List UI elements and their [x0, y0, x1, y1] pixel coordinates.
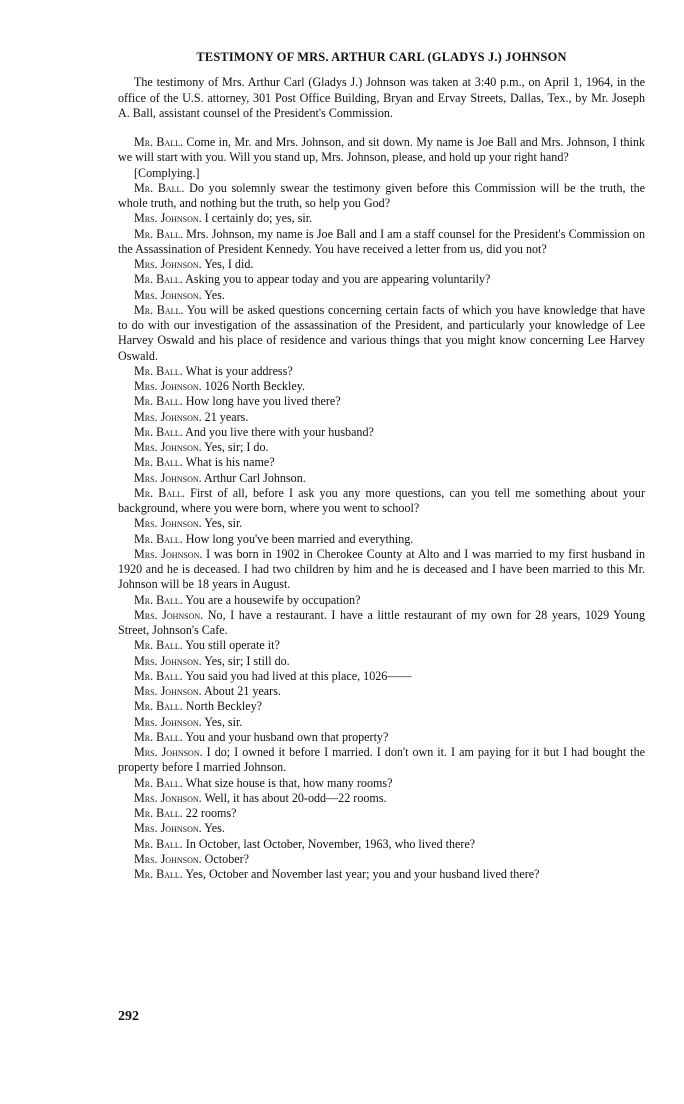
speech-text: No, I have a restaurant. I have a little restaurant of my own for 28 years, 1029 Young Street, Johnson's Cafe. [118, 607, 646, 637]
speech-text: I do; I owned it before I married. I don't own it. I am paying for it but I had bought the property before I married Johnson. [118, 745, 645, 775]
speaker-name: Mrs. Johnson. [134, 287, 202, 302]
testimony-paragraph [118, 669, 645, 684]
speaker-name: Mr. Ball. [134, 729, 183, 744]
testimony-paragraph [118, 425, 645, 440]
speaker-name: Mrs. Johnson. [134, 851, 202, 866]
testimony-paragraph [118, 257, 645, 272]
speech-text: What size house is that, how many rooms? [182, 775, 393, 790]
speaker-name: Mrs. Jonhson. [134, 790, 202, 805]
testimony-paragraph [118, 272, 645, 287]
speech-text: You and your husband own that property? [182, 729, 389, 744]
speaker-name: Mrs. Johnson. [134, 684, 202, 698]
speech-text: I was born in 1902 in Cherokee County at Alto and I was married to my first husband in 1920 and he is deceased. I had two children by him and he is deceased and I have been married to this Mr. Johnson will be 18 years in August. [118, 546, 645, 592]
speaker-name: Mrs. Johnson. [134, 211, 202, 226]
speech-text: Come in, Mr. and Mrs. Johnson, and sit down. My name is Joe Ball and Mrs. Johnson, I think we will start with you. Will you stand up, Mrs. Johnson, please, and hold up your right hand? [118, 135, 645, 165]
testimony-transcript [118, 135, 645, 882]
speaker-name: Mr. Ball. [134, 806, 183, 820]
speaker-name: Mrs. Johnson. [134, 516, 202, 531]
speaker-name: Mrs. Johnson. [134, 546, 203, 561]
testimony-paragraph [118, 837, 645, 852]
speaker-name: Mr. Ball. [134, 180, 185, 195]
speaker-name: Mr. Ball. [134, 394, 183, 409]
speaker-name: Mrs. Johnson. [134, 440, 202, 454]
testimony-paragraph [118, 593, 645, 608]
testimony-paragraph [118, 532, 645, 547]
testimony-paragraph [118, 410, 645, 425]
speech-text: 1026 North Beckley. [201, 379, 305, 393]
testimony-paragraph [118, 455, 645, 470]
speaker-name: Mr. Ball. [134, 485, 185, 500]
testimony-paragraph [118, 745, 645, 776]
testimony-paragraph [118, 608, 645, 639]
speech-text: What is your address? [182, 363, 293, 378]
speaker-name: Mrs. Johnson. [134, 714, 202, 729]
testimony-paragraph [118, 638, 645, 653]
speech-text: Yes. [201, 287, 225, 302]
speech-text: Yes, sir. [201, 516, 243, 531]
speaker-name: Mrs. Johnson. [134, 745, 203, 759]
speaker-name: Mr. Ball. [134, 836, 183, 851]
speech-text: Yes, sir. [201, 714, 243, 729]
testimony-paragraph [118, 166, 645, 181]
speech-text: Yes, sir; I do. [201, 440, 269, 454]
speech-text: [Complying.] [134, 165, 200, 180]
testimony-paragraph [118, 303, 645, 364]
speaker-name: Mr. Ball. [134, 424, 183, 439]
speaker-name: Mrs. Johnson. [134, 379, 202, 393]
speech-text: Asking you to appear today and you are appearing voluntarily? [182, 272, 491, 287]
testimony-paragraph [118, 867, 645, 882]
speech-text: In October, last October, November, 1963, who lived there? [182, 836, 476, 851]
testimony-paragraph [118, 379, 645, 394]
speaker-name: Mr. Ball. [134, 363, 183, 378]
speaker-name: Mr. Ball. [134, 668, 183, 683]
speech-text: Yes. [201, 821, 225, 836]
speaker-name: Mrs. Johnson. [134, 821, 202, 836]
speech-text: About 21 years. [201, 684, 281, 698]
speaker-name: Mr. Ball. [134, 638, 183, 653]
speech-text: Mrs. Johnson, my name is Joe Ball and I am a staff counsel for the President's Commission on the Assassination of President Kennedy. You have received a letter from us, did you not? [118, 226, 646, 256]
testimony-paragraph [118, 715, 645, 730]
testimony-paragraph [118, 181, 645, 212]
testimony-paragraph [118, 288, 645, 303]
speech-text: You are a housewife by occupation? [182, 592, 361, 607]
speech-text: Yes, October and November last year; you and your husband lived there? [182, 867, 540, 881]
testimony-paragraph [118, 654, 645, 669]
testimony-paragraph [118, 852, 645, 867]
testimony-paragraph [118, 211, 645, 226]
speaker-name: Mrs. Johnson. [134, 653, 202, 668]
testimony-paragraph [118, 471, 645, 486]
testimony-paragraph [118, 730, 645, 745]
speaker-name: Mrs. Johnson. [134, 257, 202, 271]
speech-text: You said you had lived at this place, 1026—— [182, 668, 412, 683]
speaker-name: Mr. Ball. [134, 226, 183, 241]
testimony-paragraph [118, 684, 645, 699]
page-number: 292 [118, 1009, 139, 1024]
testimony-paragraph [118, 806, 645, 821]
testimony-paragraph [118, 364, 645, 379]
testimony-paragraph [118, 776, 645, 791]
testimony-paragraph [118, 135, 645, 166]
speech-text: Do you solemnly swear the testimony given before this Commission will be the truth, the whole truth, and nothing but the truth, so help you God? [118, 180, 645, 210]
testimony-paragraph [118, 440, 645, 455]
speaker-name: Mr. Ball. [134, 531, 183, 546]
speech-text: What is his name? [182, 455, 275, 470]
speech-text: Well, it has about 20-odd—22 rooms. [201, 790, 387, 805]
speaker-name: Mr. Ball. [134, 592, 183, 607]
testimony-paragraph [118, 791, 645, 806]
speech-text: Yes, sir; I still do. [201, 653, 290, 668]
page-title: TESTIMONY OF MRS. ARTHUR CARL (GLADYS J.) JOHNSON [196, 50, 567, 64]
speaker-name: Mrs. Johnson. [134, 409, 202, 424]
speech-text: North Beckley? [182, 699, 263, 714]
speech-text: 22 rooms? [182, 806, 237, 820]
speech-text: Arthur Carl Johnson. [201, 470, 306, 485]
speech-text: How long have you lived there? [182, 394, 341, 409]
speaker-name: Mr. Ball. [134, 699, 183, 714]
speech-text: How long you've been married and everything. [182, 531, 414, 546]
speaker-name: Mr. Ball. [134, 302, 184, 317]
testimony-paragraph [118, 486, 645, 517]
speech-text: You still operate it? [182, 638, 280, 653]
speaker-name: Mr. Ball. [134, 272, 183, 287]
speech-text: Yes, I did. [201, 257, 254, 271]
speaker-name: Mr. Ball. [134, 455, 183, 470]
speech-text: First of all, before I ask you any more questions, can you tell me something about your background, where you were born, where you went to school? [118, 485, 646, 515]
speech-text: October? [201, 851, 249, 866]
document-page [118, 50, 645, 882]
speaker-name: Mrs. Johnson. [134, 607, 204, 622]
testimony-paragraph [118, 547, 645, 593]
speaker-name: Mr. Ball. [134, 775, 183, 790]
speech-text: 21 years. [201, 409, 249, 424]
speech-text: And you live there with your husband? [182, 424, 374, 439]
speaker-name: Mr. Ball. [134, 135, 184, 149]
testimony-paragraph [118, 227, 645, 258]
speech-text: You will be asked questions concerning certain facts of which you have knowledge that have to do with our investigation of the assassination of the President, and particularly your knowledge of Lee Harvey Oswald and his place of residence and various things that you might know concerning Lee Harvey Oswald. [118, 302, 645, 363]
intro-paragraph: The testimony of Mrs. Arthur Carl (Gladys J.) Johnson was taken at 3:40 p.m., on April 1, 1964, in the office of the U.S. attorney, 301 Post Office Building, Bryan and Ervay Streets, Dallas, Tex., by Mr. Joseph A. Ball, assistant counsel of the President's Commission. [118, 75, 645, 120]
testimony-paragraph [118, 516, 645, 531]
testimony-paragraph [118, 394, 645, 409]
testimony-paragraph [118, 821, 645, 836]
speech-text: I certainly do; yes, sir. [201, 211, 313, 226]
speaker-name: Mr. Ball. [134, 867, 183, 881]
speaker-name: Mrs. Johnson. [134, 470, 202, 485]
testimony-paragraph [118, 699, 645, 714]
